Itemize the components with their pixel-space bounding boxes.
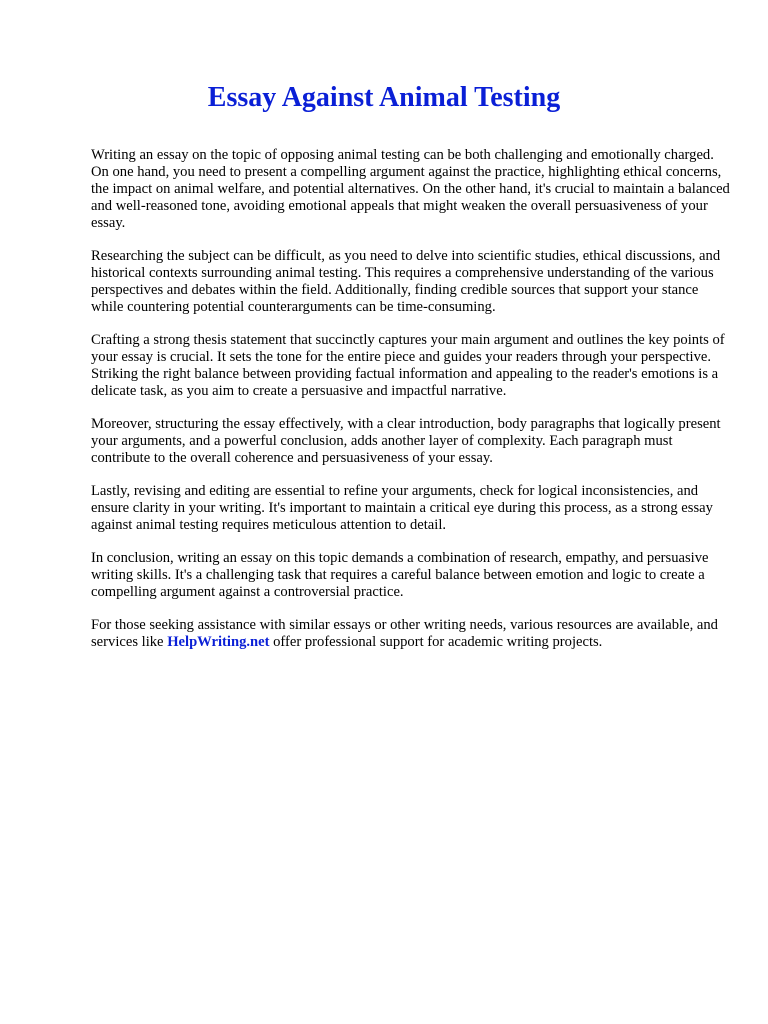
paragraph-6: In conclusion, writing an essay on this topic demands a combination of research, empathy, and persuasive writing skills. It's a challenging task that requires a careful balance between emotion and logic to create a compelling argument against a controversial practice. bbox=[91, 550, 709, 600]
document-body bbox=[91, 147, 731, 667]
paragraph-7-after-link: offer professional support for academic writing projects. bbox=[269, 634, 603, 650]
paragraph-3: Crafting a strong thesis statement that succinctly captures your main argument and outlines the key points of your essay is crucial. It sets the tone for the entire piece and guides your readers through your perspective. Striking the right balance between providing factual information and appealing to the reader's emotions is a delicate task, as you aim to create a persuasive and impactful narrative. bbox=[91, 332, 725, 399]
paragraph-4: Moreover, structuring the essay effectively, with a clear introduction, body paragraphs that logically present your arguments, and a powerful conclusion, adds another layer of complexity. Each paragraph must contribute to the overall coherence and persuasiveness of your essay. bbox=[91, 416, 721, 466]
paragraph-2: Researching the subject can be difficult, as you need to delve into scientific studies, ethical discussions, and historical contexts surrounding animal testing. This requires a comprehensive understanding of the various perspectives and debates within the field. Additionally, finding credible sources that support your stance while countering potential counterarguments can be time-consuming. bbox=[91, 248, 721, 315]
helpwriting-link[interactable]: HelpWriting.net bbox=[167, 634, 270, 650]
paragraph-7-before-link: For those seeking assistance with similar essays or other writing needs, various resources are available, and services like bbox=[91, 617, 718, 650]
paragraph-5: Lastly, revising and editing are essential to refine your arguments, check for logical inconsistencies, and ensure clarity in your writing. It's important to maintain a critical eye during this process, as a strong essay against animal testing requires meticulous attention to detail. bbox=[91, 483, 713, 533]
paragraph-1: Writing an essay on the topic of opposing animal testing can be both challenging and emotionally charged. On one hand, you need to present a compelling argument against the practice, highlighting ethical concerns, the impact on animal welfare, and potential alternatives. On the other hand, it's crucial to maintain a balanced and well-reasoned tone, avoiding emotional appeals that might weaken the overall persuasiveness of your essay. bbox=[91, 147, 730, 231]
document-title: Essay Against Animal Testing bbox=[207, 82, 561, 113]
paragraph-7 bbox=[91, 617, 731, 651]
